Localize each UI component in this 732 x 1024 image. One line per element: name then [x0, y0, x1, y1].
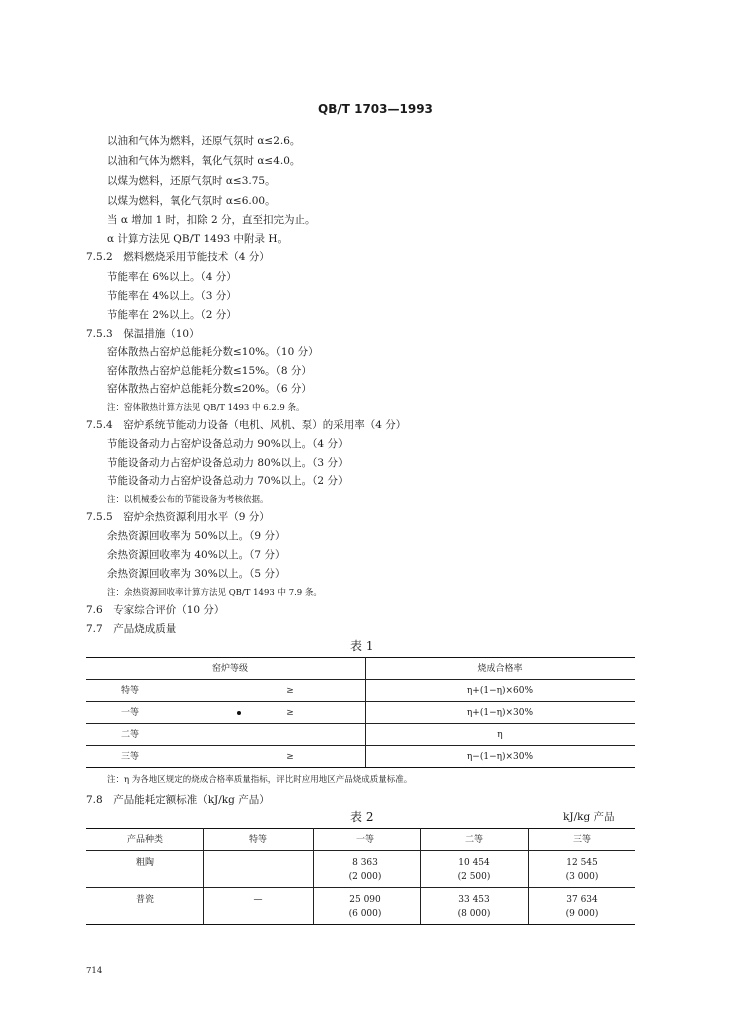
- note: 注：窑体散热计算方法见 QB/T 1493 中 6.2.9 条。: [107, 403, 305, 413]
- table-2-header-special: 特等: [248, 835, 267, 845]
- note: 注：以机械委公布的节能设备为考核依据。: [107, 495, 269, 505]
- rate-cell: η−(1−η)×30%: [466, 752, 534, 762]
- section-7-5-3-title: 7.5.3 保温措施（10）: [86, 328, 200, 340]
- second-sub-cell: (2 500): [457, 872, 491, 882]
- table-1-header-rate: 烧成合格率: [477, 664, 523, 674]
- section-7-6-title: 7.6 专家综合评价（10 分）: [86, 604, 225, 616]
- table-2-header-third: 三等: [572, 835, 591, 845]
- list-item: 余热资源回收率为 40%以上。（7 分）: [107, 549, 286, 561]
- product-cell: 粗陶: [135, 858, 154, 868]
- second-sub-cell: (8 000): [457, 909, 491, 919]
- third-sub-cell: (9 000): [565, 909, 599, 919]
- table-1-header-grade: 窑炉等级: [211, 664, 248, 674]
- page-number: 714: [86, 966, 103, 976]
- grade-cell: 特等: [120, 686, 139, 696]
- list-item: 节能设备动力占窑炉设备总动力 90%以上。（4 分）: [107, 438, 349, 450]
- grade-cell: 三等: [120, 752, 139, 762]
- product-cell: 普瓷: [135, 895, 154, 905]
- table-1-caption: 表 1: [350, 639, 374, 653]
- list-item: 窑体散热占窑炉总能耗分数≤20%。（6 分）: [107, 383, 312, 395]
- bullet-dot: [237, 711, 241, 715]
- standard-code-header: QB/T 1703—1993: [318, 102, 433, 116]
- section-7-7-title: 7.7 产品烧成质量: [86, 623, 177, 635]
- list-item: 节能率在 4%以上。（3 分）: [107, 290, 237, 302]
- second-cell: 10 454: [458, 858, 490, 868]
- grade-cell: 二等: [120, 730, 139, 740]
- section-7-5-4-title: 7.5.4 窑炉系统节能动力设备（电机、风机、泵）的采用率（4 分）: [86, 419, 407, 431]
- text-line: 以油和气体为燃料，还原气氛时 α≤2.6。: [107, 135, 301, 147]
- rate-cell: η+(1−η)×30%: [466, 708, 534, 718]
- text-line: 当 α 增加 1 时，扣除 2 分，直至扣完为止。: [107, 214, 316, 226]
- third-cell: 37 634: [566, 895, 598, 905]
- comparison-sign: ≥: [286, 708, 294, 718]
- section-7-5-5-title: 7.5.5 窑炉余热资源利用水平（9 分）: [86, 511, 270, 523]
- text-line: α 计算方法见 QB/T 1493 中附录 H。: [107, 233, 289, 245]
- list-item: 余热资源回收率为 50%以上。（9 分）: [107, 530, 286, 542]
- list-item: 节能率在 2%以上。（2 分）: [107, 309, 237, 321]
- first-sub-cell: (2 000): [348, 872, 382, 882]
- rate-cell: η+(1−η)×60%: [466, 686, 534, 696]
- list-item: 余热资源回收率为 30%以上。（5 分）: [107, 568, 286, 580]
- note: 注：余热资源回收率计算方法见 QB/T 1493 中 7.9 条。: [107, 588, 322, 598]
- list-item: 节能率在 6%以上。（4 分）: [107, 271, 237, 283]
- third-cell: 12 545: [566, 858, 598, 868]
- table-2-caption: 表 2: [350, 810, 374, 824]
- second-cell: 33 453: [458, 895, 490, 905]
- first-sub-cell: (6 000): [348, 909, 382, 919]
- table-2-header-first: 一等: [355, 835, 374, 845]
- comparison-sign: ≥: [286, 752, 294, 762]
- third-sub-cell: (3 000): [565, 872, 599, 882]
- text-line: 以煤为燃料，氧化气氛时 α≤6.00。: [107, 195, 276, 207]
- list-item: 节能设备动力占窑炉设备总动力 80%以上。（3 分）: [107, 457, 349, 469]
- list-item: 窑体散热占窑炉总能耗分数≤10%。（10 分）: [107, 346, 319, 358]
- text-line: 以煤为燃料，还原气氛时 α≤3.75。: [107, 175, 276, 187]
- grade-cell: 一等: [120, 708, 139, 718]
- table-1-note: 注：η 为各地区规定的烧成合格率质量指标，评比时应用地区产品烧成质量标准。: [107, 775, 413, 785]
- table-2-header-second: 二等: [464, 835, 483, 845]
- first-cell: 8 363: [352, 858, 378, 868]
- list-item: 节能设备动力占窑炉设备总动力 70%以上。（2 分）: [107, 475, 349, 487]
- table-2-header-product: 产品种类: [126, 835, 163, 845]
- table-2-unit: kJ/kg 产品: [563, 811, 615, 823]
- text-line: 以油和气体为燃料，氧化气氛时 α≤4.0。: [107, 155, 301, 167]
- list-item: 窑体散热占窑炉总能耗分数≤15%。（8 分）: [107, 365, 312, 377]
- first-cell: 25 090: [349, 895, 381, 905]
- section-7-8-title: 7.8 产品能耗定额标准（kJ/kg 产品）: [86, 794, 270, 806]
- special-cell: —: [253, 895, 263, 905]
- section-7-5-2-title: 7.5.2 燃料燃烧采用节能技术（4 分）: [86, 251, 270, 263]
- comparison-sign: ≥: [286, 686, 294, 696]
- rate-cell: η: [497, 730, 503, 740]
